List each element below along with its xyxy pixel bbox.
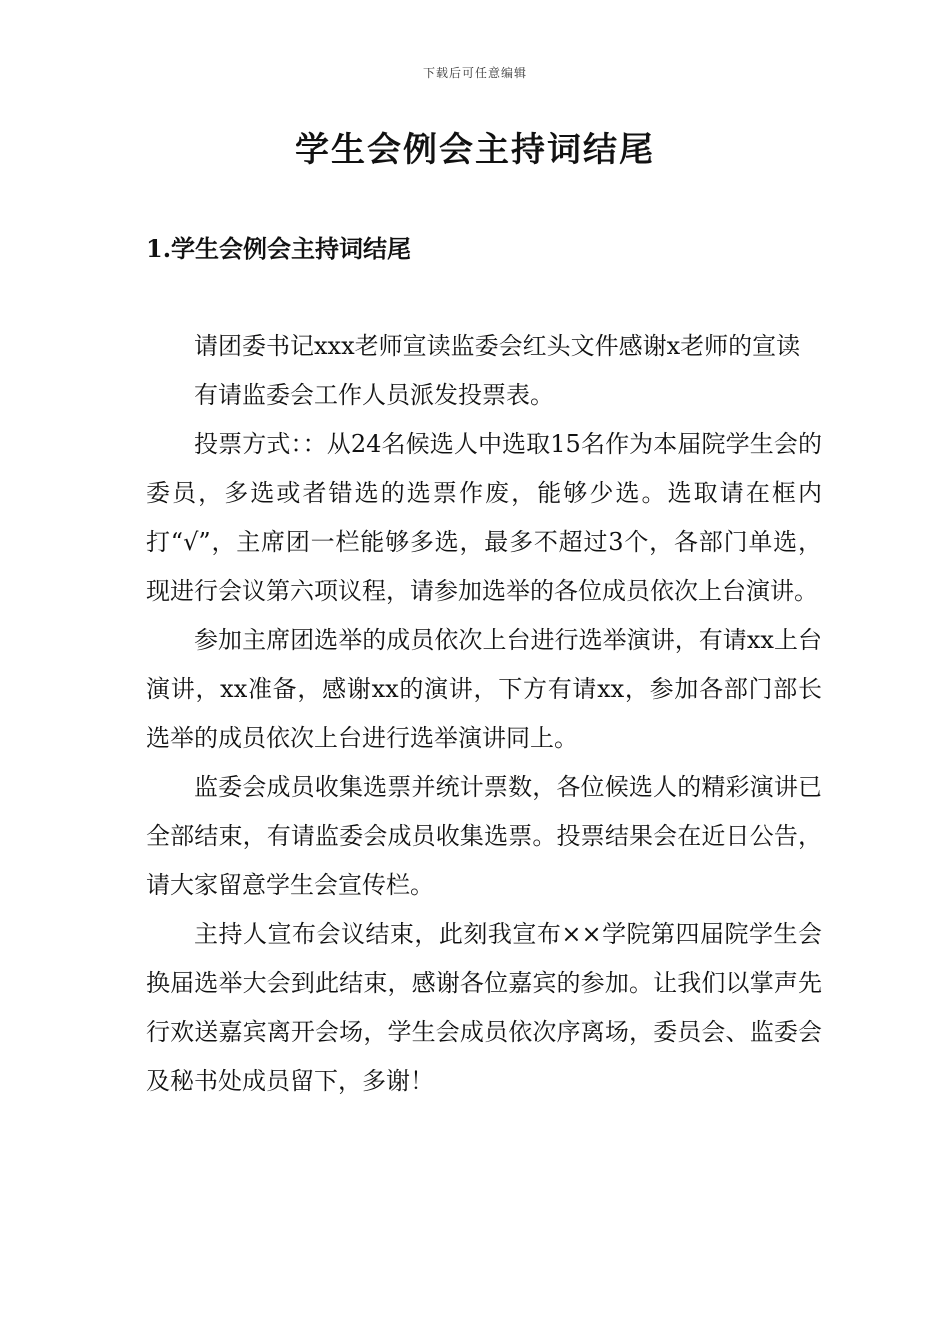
paragraph: 参加主席团选举的成员依次上台进行选举演讲，有请xx上台演讲，xx准备，感谢xx的演讲，下方有请xx，参加各部门部长选举的成员依次上台进行选举演讲同上。	[146, 626, 822, 752]
page-header-note: 下载后可任意编辑	[422, 66, 527, 80]
paragraph: 投票方式：：从24名候选人中选取15名作为本届院学生会的委员，多选或者错选的选票作废，能够少选。选取请在框内打“√”，主席团一栏能够多选，最多不超过3个，各部门单选，现进行会议第六项议程，请参加选举的各位成员依次上台演讲。	[146, 430, 822, 605]
document-title: 学生会例会主持词结尾	[295, 130, 655, 170]
paragraph: 有请监委会工作人员派发投票表。	[194, 381, 554, 409]
document-body	[146, 322, 822, 1106]
paragraph: 主持人宣布会议结束，此刻我宣布××学院第四届院学生会换届选举大会到此结束，感谢各位嘉宾的参加。让我们以掌声先行欢送嘉宾离开会场，学生会成员依次序离场，委员会、监委会及秘书处成员留下，多谢！	[146, 920, 822, 1095]
paragraph: 请团委书记xxx老师宣读监委会红头文件感谢x老师的宣读	[194, 332, 801, 360]
section-heading: 1.学生会例会主持词结尾	[146, 234, 412, 263]
paragraph: 监委会成员收集选票并统计票数，各位候选人的精彩演讲已全部结束，有请监委会成员收集选票。投票结果会在近日公告，请大家留意学生会宣传栏。	[146, 773, 822, 899]
